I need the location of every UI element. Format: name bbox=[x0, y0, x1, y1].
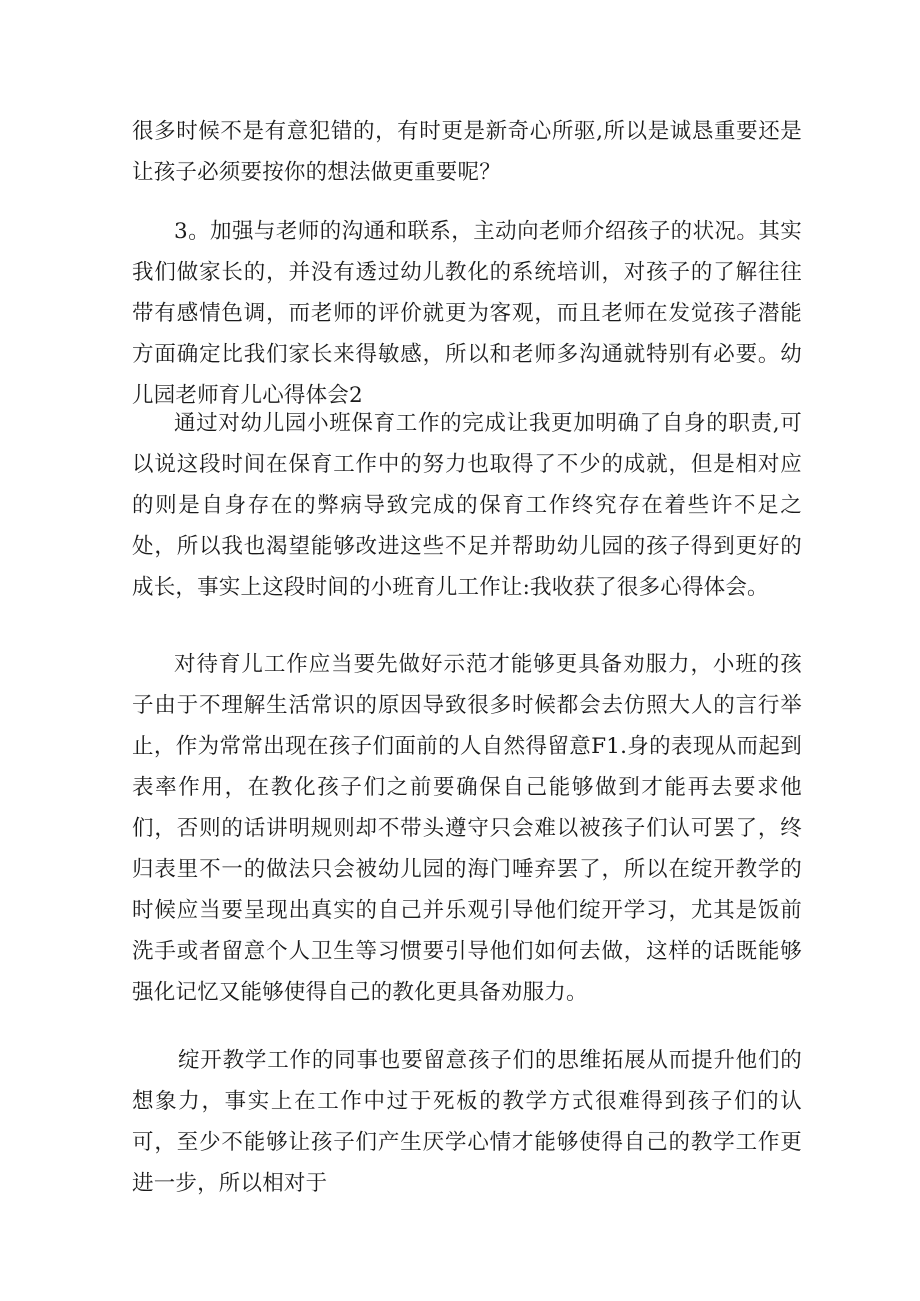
paragraph-4: 对待育儿工作应当要先做好示范才能够更具备劝服力，小班的孩子由于不理解生活常识的原因导致很多时候都会去仿照大人的言行举止，作为常常出现在孩子们面前的人自然得留意F1.身的表现从而起到表率作用，在教化孩子们之前要确保自己能够做到才能再去要求他们，否则的话讲明规则却不带头遵守只会难以被孩子们认可罢了，终归表里不一的做法只会被幼儿园的海门唾弃罢了，所以在绽开教学的时候应当要呈现出真实的自己并乐观引导他们绽开学习，尤其是饭前洗手或者留意个人卫生等习惯要引导他们如何去做，这样的话既能够强化记忆又能够使得自己的教化更具备劝服力。 bbox=[132, 652, 802, 1005]
paragraph-1: 很多时候不是有意犯错的，有时更是新奇心所驱,所以是诚恳重要还是让孩子必须要按你的想法做更重要呢？ bbox=[132, 119, 802, 185]
paragraph-2: 3。加强与老师的沟通和联系，主动向老师介绍孩子的状况。其实我们做家长的，并没有透过幼儿教化的系统培训，对孩子的了解往往带有感情色调，而老师的评价就更为客观，而且老师在发觉孩子潜能方面确定比我们家长来得敏感，所以和老师多沟通就特别有必要。幼儿园老师育儿心得体会2 bbox=[132, 219, 802, 408]
paragraph-3: 通过对幼儿园小班保育工作的完成让我更加明确了自身的职责,可以说这段时间在保育工作中的努力也取得了不少的成就，但是相对应的则是自身存在的弊病导致完成的保育工作终究存在着些许不足之处，所以我也渴望能够改进这些不足并帮助幼儿园的孩子得到更好的成长，事实上这段时间的小班育儿工作让:我收获了很多心得体会。 bbox=[132, 411, 802, 600]
paragraph-5: 绽开教学工作的同事也要留意孩子们的思维拓展从而提升他们的想象力，事实上在工作中过于死板的教学方式很难得到孩子们的认可，至少不能够让孩子们产生厌学心情才能够使得自己的教学工作更进一步，所以相对于 bbox=[132, 1048, 802, 1196]
